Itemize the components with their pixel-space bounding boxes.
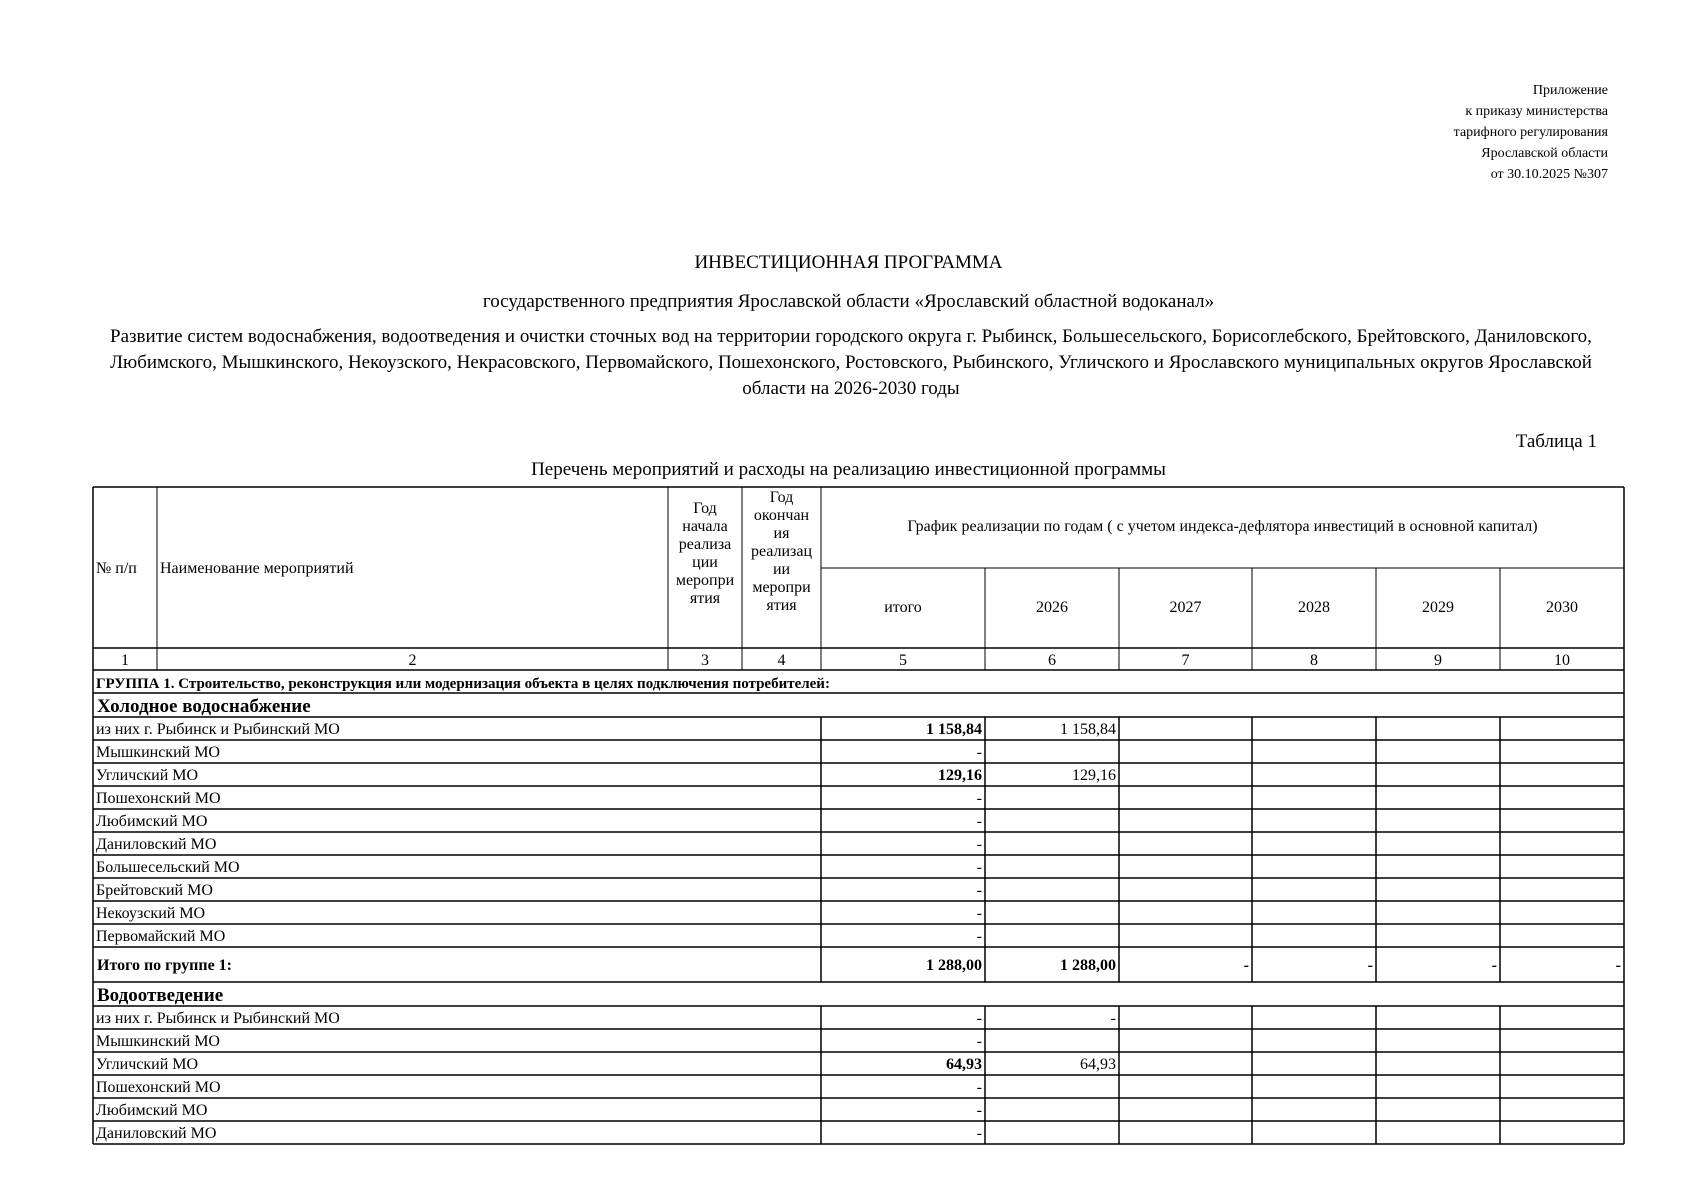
row-total: - xyxy=(976,859,982,876)
annex-line: от 30.10.2025 №307 xyxy=(1490,167,1608,182)
row-total: - xyxy=(976,1010,982,1027)
region-name: Любимский МО xyxy=(96,813,208,830)
region-name: Первомайский МО xyxy=(96,928,226,945)
row-total: - xyxy=(976,790,982,807)
row-total: - xyxy=(976,905,982,922)
program-description: Развитие систем водоснабжения, водоотведения и очистки сточных вод на территории городского округа г. Рыбинск, Большесельского, Борисоглебского, Брейтовского, Даниловского, Любимского, Мышкинского, Некоузского, Некрасовского, Первомайского, Пошехонского, Ростовского, Рыбинского, Угличского и Ярославского муниципальных округов Ярославской области на 2026-2030 годы xyxy=(110,326,1592,399)
row-total: 129,16 xyxy=(938,767,982,784)
annex-line: Ярославской области xyxy=(1481,146,1608,161)
table-number: Таблица 1 xyxy=(1515,431,1597,452)
row-total: - xyxy=(976,744,982,761)
region-name: Даниловский МО xyxy=(96,836,217,853)
header-end-year: меропри xyxy=(752,579,811,596)
header-year-итого: итого xyxy=(884,599,922,616)
header-start-year: реализа xyxy=(678,536,732,553)
annex-line: тарифного регулирования xyxy=(1453,125,1608,140)
region-name: из них г. Рыбинск и Рыбинский МО xyxy=(96,721,340,738)
header-end-year: окончан xyxy=(753,507,810,524)
row-total: - xyxy=(976,836,982,853)
subtotal-value: 1 288,00 xyxy=(926,957,982,974)
section-title: Водоотведение xyxy=(97,985,224,1006)
region-name: Большесельский МО xyxy=(96,859,240,876)
row-2026: 64,93 xyxy=(1080,1056,1116,1073)
region-name: Даниловский МО xyxy=(96,1125,217,1142)
header-end-year: реализац xyxy=(750,543,813,560)
annex-line: Приложение xyxy=(1532,83,1608,98)
row-2026: - xyxy=(1110,1010,1116,1027)
subtotal-value: - xyxy=(1491,957,1497,974)
region-name: Угличский МО xyxy=(96,767,199,784)
row-total: - xyxy=(976,1125,982,1142)
header-year-2028: 2028 xyxy=(1298,599,1330,616)
row-2026: 129,16 xyxy=(1072,767,1116,784)
column-number: 9 xyxy=(1434,652,1442,669)
region-name: Брейтовский МО xyxy=(96,882,213,899)
row-total: - xyxy=(976,813,982,830)
subtotal-value: 1 288,00 xyxy=(1060,957,1116,974)
group-title: ГРУППА 1. Строительство, реконструкция или модернизация объекта в целях подключения потребителей: xyxy=(96,676,830,692)
annex-line: к приказу министерства xyxy=(1465,104,1608,119)
organization-name: государственного предприятия Ярославской области «Ярославский областной водоканал» xyxy=(482,291,1215,312)
header-start-year: начала xyxy=(682,518,728,535)
region-name: из них г. Рыбинск и Рыбинский МО xyxy=(96,1010,340,1027)
header-start-year: ятия xyxy=(689,590,721,607)
row-total: - xyxy=(976,1102,982,1119)
region-name: Некоузский МО xyxy=(96,905,206,922)
column-number: 7 xyxy=(1181,652,1190,669)
column-number: 2 xyxy=(408,652,417,669)
header-year-2026: 2026 xyxy=(1036,599,1068,616)
row-total: - xyxy=(976,1079,982,1096)
column-number: 10 xyxy=(1554,652,1570,669)
row-total: - xyxy=(976,882,982,899)
section-title: Холодное водоснабжение xyxy=(97,696,311,717)
region-name: Любимский МО xyxy=(96,1102,208,1119)
column-number: 5 xyxy=(899,652,907,669)
column-number: 6 xyxy=(1048,652,1056,669)
subtotal-value: - xyxy=(1243,957,1249,974)
header-year-2027: 2027 xyxy=(1169,599,1202,616)
row-total: 64,93 xyxy=(946,1056,982,1073)
region-name: Пошехонский МО xyxy=(96,1079,221,1096)
row-2026: 1 158,84 xyxy=(1060,721,1116,738)
header-year-2030: 2030 xyxy=(1546,599,1578,616)
header-schedule: График реализации по годам ( с учетом индекса-дефлятора инвестиций в основной капитал) xyxy=(907,518,1538,535)
table-caption: Перечень мероприятий и расходы на реализацию инвестиционной программы xyxy=(531,459,1166,480)
row-total: 1 158,84 xyxy=(926,721,982,738)
region-name: Угличский МО xyxy=(96,1056,199,1073)
row-total: - xyxy=(976,1033,982,1050)
subtotal-value: - xyxy=(1367,957,1373,974)
column-number: 3 xyxy=(701,652,709,669)
column-number: 1 xyxy=(121,652,129,669)
subtotal-value: - xyxy=(1615,957,1621,974)
header-num: № п/п xyxy=(96,560,137,577)
region-name: Мышкинский МО xyxy=(96,1033,220,1050)
row-total: - xyxy=(976,928,982,945)
header-start-year: Год xyxy=(693,500,717,517)
region-name: Мышкинский МО xyxy=(96,744,220,761)
subtotal-label: Итого по группе 1: xyxy=(97,957,232,974)
column-number: 8 xyxy=(1310,652,1318,669)
header-end-year: ятия xyxy=(766,597,797,614)
header-end-year: ия xyxy=(773,525,790,542)
header-end-year: Год xyxy=(769,489,794,506)
region-name: Пошехонский МО xyxy=(96,790,221,807)
header-end-year: ии xyxy=(772,561,791,578)
document-title: ИНВЕСТИЦИОННАЯ ПРОГРАММА xyxy=(694,252,1003,273)
header-start-year: ции xyxy=(692,554,718,571)
header-year-2029: 2029 xyxy=(1422,599,1454,616)
header-start-year: меропри xyxy=(675,572,735,589)
header-name: Наименование мероприятий xyxy=(160,560,354,577)
column-number: 4 xyxy=(777,652,786,669)
